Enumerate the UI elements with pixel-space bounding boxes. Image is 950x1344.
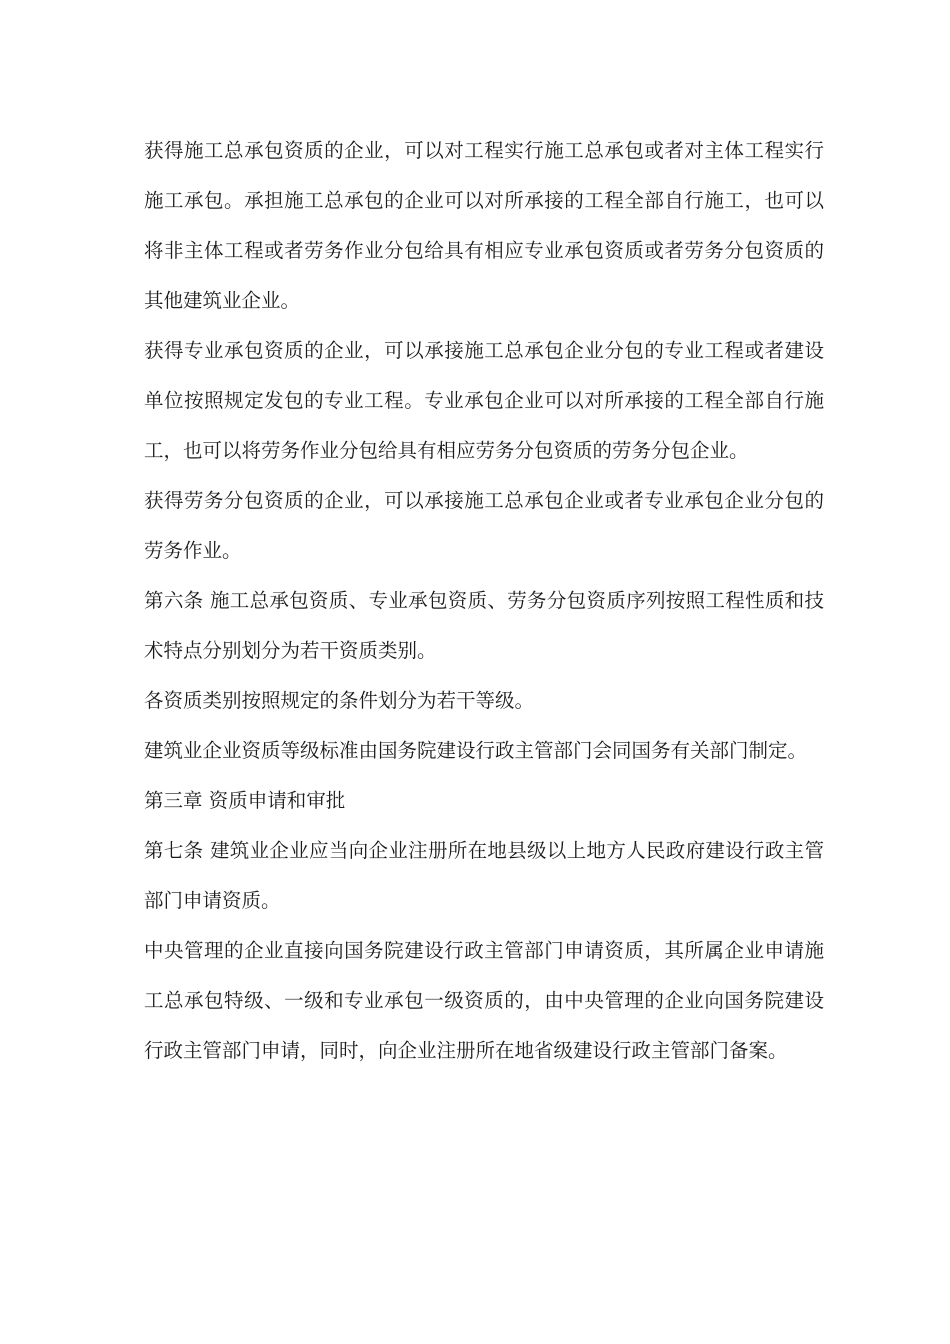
paragraph-article-6: 第六条 施工总承包资质、专业承包资质、劳务分包资质序列按照工程性质和技术特点分别划分为若干资质类别。 (144, 589, 824, 662)
paragraph-article-7: 第七条 建筑业企业应当向企业注册所在地县级以上地方人民政府建设行政主管部门申请资质。 (144, 839, 824, 912)
paragraph-grade-levels: 各资质类别按照规定的条件划分为若干等级。 (144, 689, 535, 712)
document-body (144, 126, 824, 1076)
chapter-3-heading: 第三章 资质申请和审批 (144, 789, 346, 812)
paragraph-labor-subcontracting: 获得劳务分包资质的企业，可以承接施工总承包企业或者专业承包企业分包的劳务作业。 (144, 489, 824, 562)
paragraph-grade-standards: 建筑业企业资质等级标准由国务院建设行政主管部门会同国务有关部门制定。 (144, 739, 808, 762)
paragraph-central-enterprises: 中央管理的企业直接向国务院建设行政主管部门申请资质，其所属企业申请施工总承包特级、一级和专业承包一级资质的，由中央管理的企业向国务院建设行政主管部门申请，同时，向企业注册所在地省级建设行政主管部门备案。 (144, 939, 824, 1062)
paragraph-specialty-contracting: 获得专业承包资质的企业，可以承接施工总承包企业分包的专业工程或者建设单位按照规定发包的专业工程。专业承包企业可以对所承接的工程全部自行施工，也可以将劳务作业分包给具有相应劳务分包资质的劳务分包企业。 (144, 339, 824, 462)
paragraph-general-contracting: 获得施工总承包资质的企业，可以对工程实行施工总承包或者对主体工程实行施工承包。承担施工总承包的企业可以对所承接的工程全部自行施工，也可以将非主体工程或者劳务作业分包给具有相应专业承包资质或者劳务分包资质的其他建筑业企业。 (144, 139, 824, 312)
